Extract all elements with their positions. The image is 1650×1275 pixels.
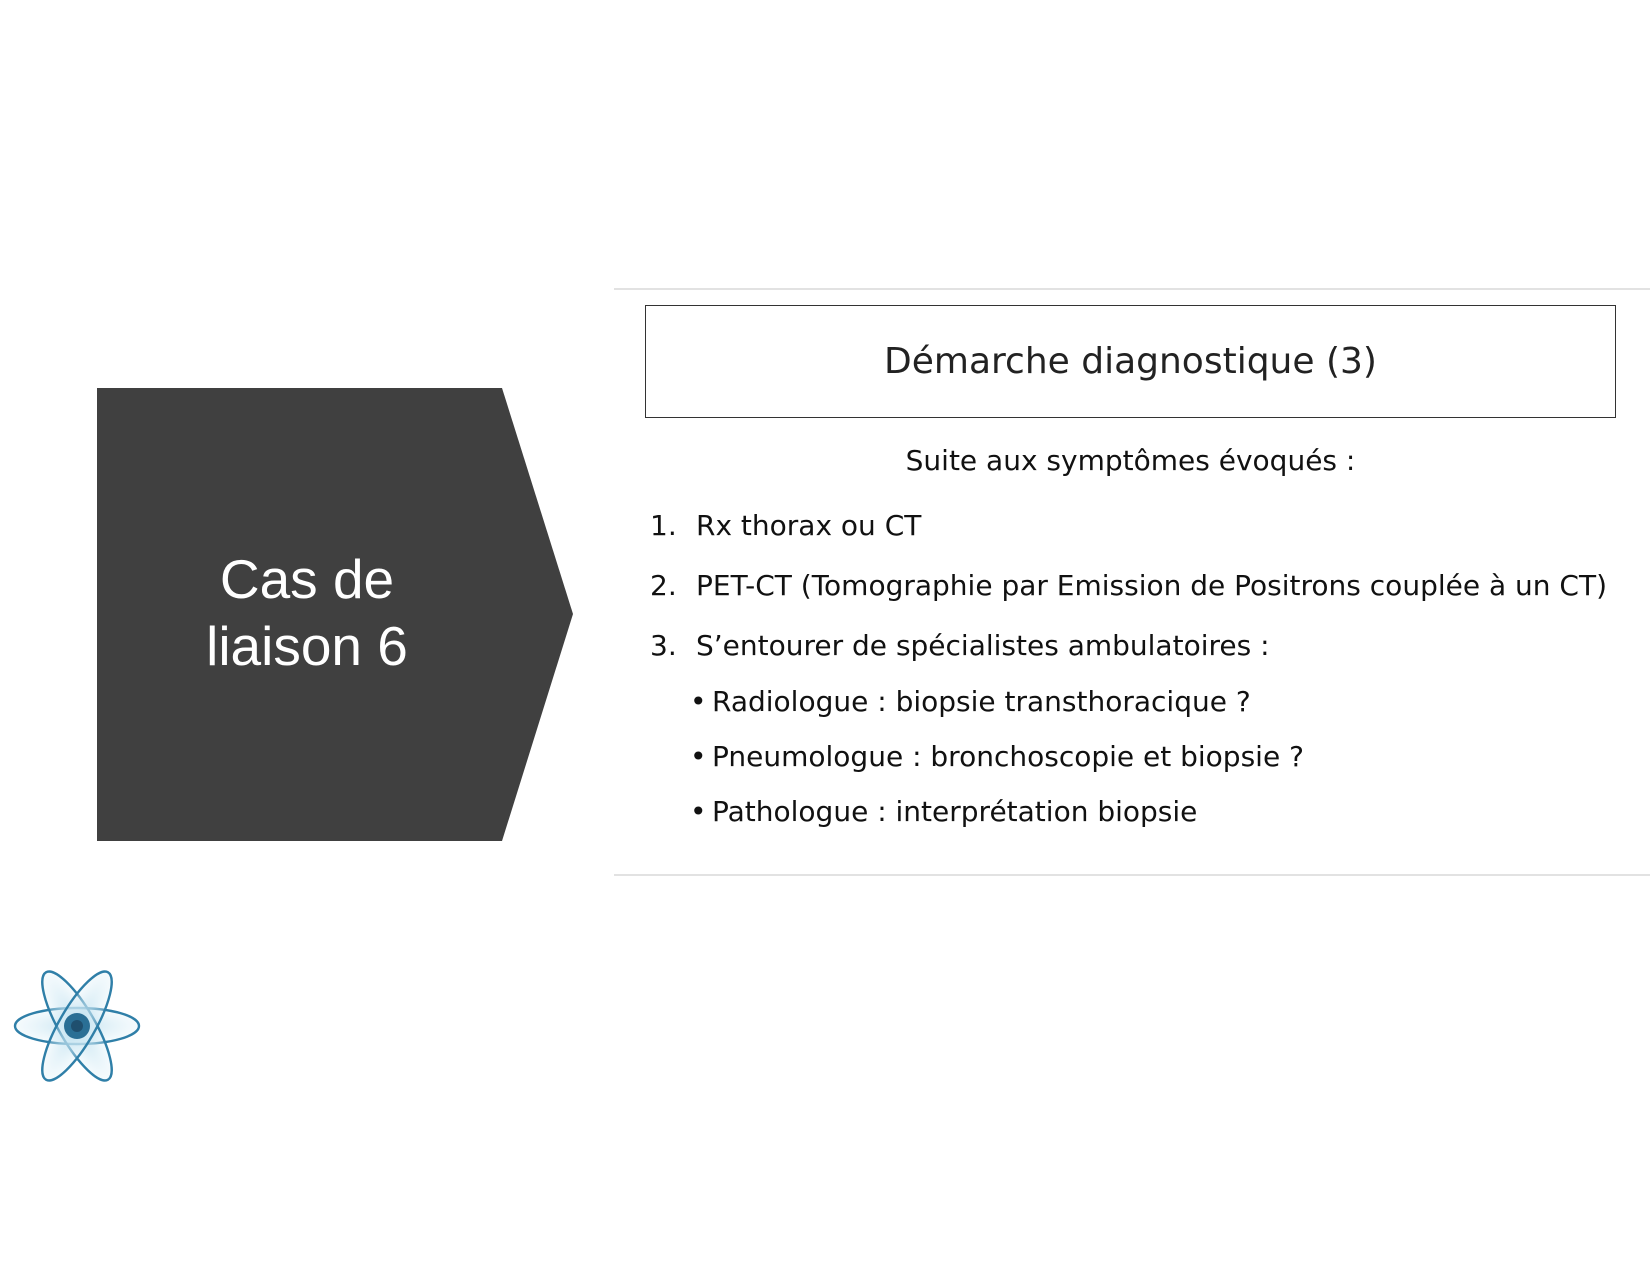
step-text: Rx thorax ou CT	[696, 509, 922, 542]
intro-text: Suite aux symptômes évoqués :	[905, 444, 1356, 477]
sub-item-text: Radiologue : biopsie transthoracique ?	[712, 685, 1251, 718]
section-label-line2: liaison 6	[206, 615, 408, 677]
step-text: S’entourer de spécialistes ambulatoires :	[696, 629, 1270, 662]
step-number: 1.	[650, 509, 677, 542]
atom-icon	[12, 966, 142, 1086]
bullet-icon: •	[690, 795, 707, 828]
step-item	[650, 560, 1607, 620]
list-item	[690, 678, 1304, 733]
top-divider	[614, 288, 1650, 290]
section-label-line1: Cas de	[219, 548, 395, 610]
bullet-icon: •	[690, 740, 707, 773]
step-item	[650, 620, 1607, 680]
list-item	[690, 788, 1304, 843]
step-number: 3.	[650, 629, 677, 662]
specialists-list	[690, 678, 1304, 843]
slide-title: Démarche diagnostique (3)	[884, 341, 1377, 382]
sub-item-text: Pneumologue : bronchoscopie et biopsie ?	[712, 740, 1304, 773]
section-label	[147, 546, 467, 680]
bullet-icon: •	[690, 685, 707, 718]
sub-item-text: Pathologue : interprétation biopsie	[712, 795, 1198, 828]
steps-list	[650, 500, 1607, 680]
bottom-divider	[614, 874, 1650, 876]
step-number: 2.	[650, 569, 677, 602]
step-text: PET-CT (Tomographie par Emission de Positrons couplée à un CT)	[696, 569, 1607, 602]
step-item	[650, 500, 1607, 560]
section-chevron	[97, 388, 573, 841]
slide-title-box	[645, 305, 1616, 418]
list-item	[690, 733, 1304, 788]
